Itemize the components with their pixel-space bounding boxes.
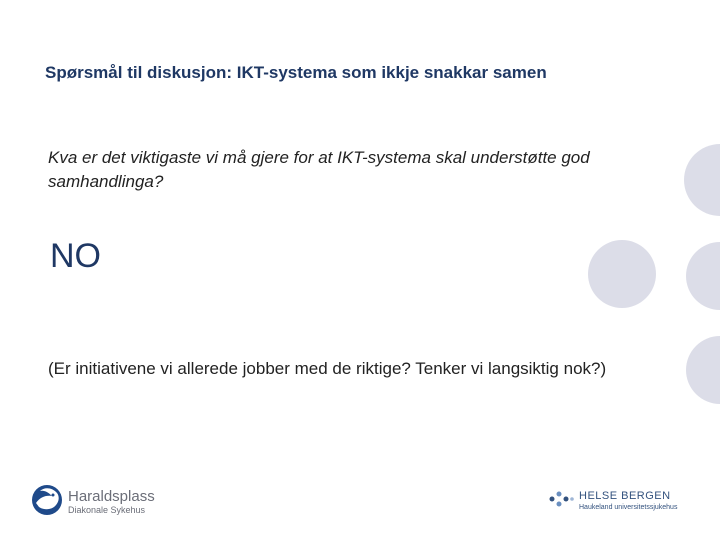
helse-bergen-logo (548, 488, 677, 514)
decorative-circle (684, 144, 720, 216)
decorative-circle (686, 336, 720, 404)
decorative-circle (588, 240, 656, 308)
logo-subtitle: Haukeland universitetssjukehus (579, 504, 678, 511)
decorative-circle (686, 242, 720, 310)
slide-title: Spørsmål til diskusjon: IKT-systema som ikkje snakkar samen (45, 63, 547, 82)
language-code: NO (50, 237, 101, 275)
dove-icon (30, 483, 64, 522)
logo-name: HELSE BERGEN (579, 490, 671, 502)
discussion-question: Kva er det viktigaste vi må gjere for at IKT-systema skal understøtte god samhandlinga? (48, 148, 590, 191)
discussion-note: (Er initiativene vi allerede jobber med de riktige? Tenker vi langsiktig nok?) (48, 359, 607, 378)
logo-subtitle: Diakonale Sykehus (68, 505, 146, 515)
dots-icon (548, 489, 574, 514)
haraldsplass-logo (30, 484, 155, 520)
logo-name: Haraldsplass (68, 488, 155, 505)
